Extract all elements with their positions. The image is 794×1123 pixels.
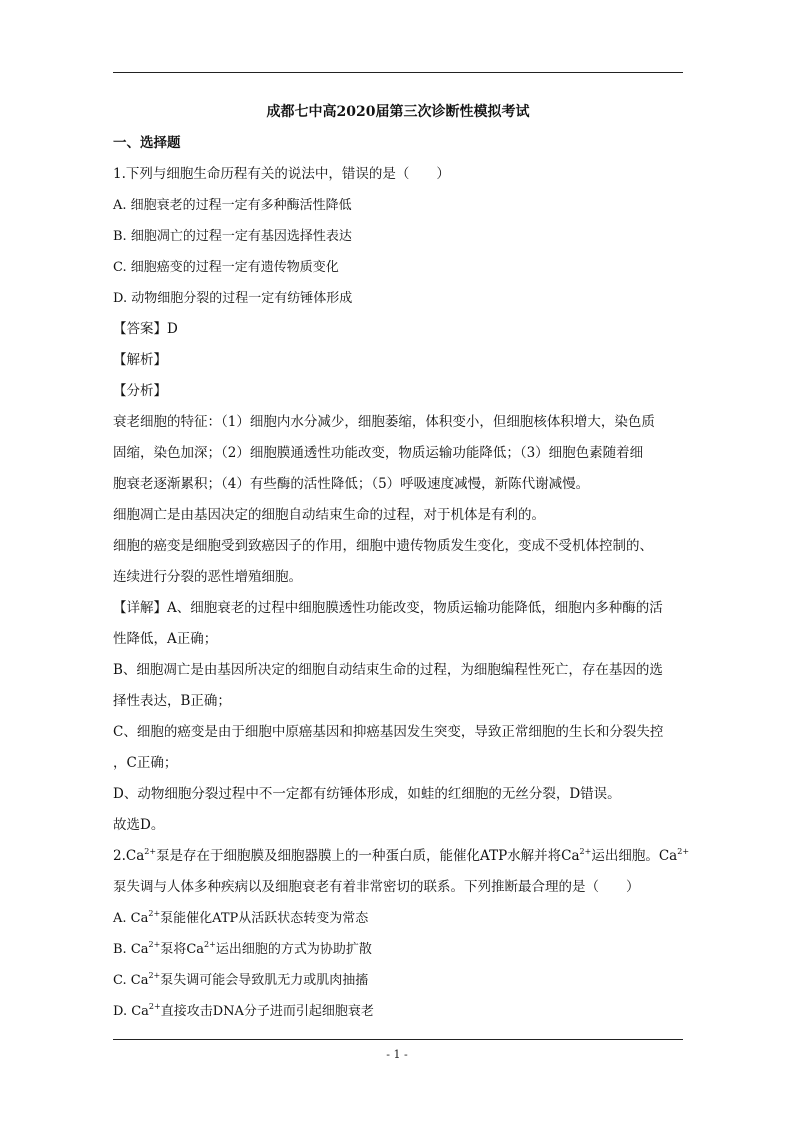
superscript: 2+	[204, 939, 216, 949]
header-rule	[113, 72, 683, 73]
detail-line: D、动物细胞分裂过程中不一定都有纺锤体形成，如蛙的红细胞的无丝分裂，D错误。	[113, 786, 621, 802]
question-1-option-c: C. 细胞癌变的过程一定有遗传物质变化	[113, 260, 339, 275]
fenxi-line: 衰老细胞的特征：（1）细胞内水分减少，细胞萎缩，体积变小，但细胞核体积增大，染色质	[113, 414, 655, 430]
question-2-stem	[113, 841, 690, 872]
detail-line: 择性表达，B正确；	[113, 693, 231, 709]
question-2-option-c	[113, 965, 683, 996]
detail-line: ，C正确；	[113, 755, 178, 771]
superscript: 2+	[579, 846, 592, 856]
option-text: 泵失调可能会导致肌无力或肌肉抽搐	[160, 973, 369, 988]
question-2-option-b	[113, 934, 683, 965]
fenxi-line: 固缩，染色加深；（2）细胞膜通透性功能改变，物质运输功能降低；（3）细胞色素随着细	[113, 445, 644, 461]
detail-line: 性降低，A正确；	[113, 631, 218, 647]
question-2-option-d	[113, 996, 683, 1027]
stem-text: 泵是存在于细胞膜及细胞器膜上的一种蛋白质，能催化ATP水解并将Ca	[156, 848, 580, 864]
detail-line: 故选D。	[113, 817, 165, 833]
fenxi-label: 【分析】	[113, 383, 167, 399]
page-number: - 1 -	[386, 1048, 408, 1061]
superscript: 2+	[148, 970, 161, 980]
option-text: 泵将Ca	[160, 942, 205, 957]
question-2-option-a	[113, 903, 683, 934]
page-title: 成都七中高2020届第三次诊断性模拟考试	[266, 104, 530, 120]
question-1-option-b: B. 细胞凋亡的过程一定有基因选择性表达	[113, 229, 352, 244]
fenxi-line: 连续进行分裂的恶性增殖细胞。	[113, 569, 302, 585]
option-text: A. Ca	[113, 911, 149, 926]
option-text: D. Ca	[113, 1004, 149, 1019]
detail-line: C、细胞的癌变是由于细胞中原癌基因和抑癌基因发生突变，导致正常细胞的生长和分裂失控	[113, 724, 664, 740]
answer-label: 【答案】D	[113, 321, 178, 337]
fenxi-line: 胞衰老逐渐累积；（4）有些酶的活性降低；（5）呼吸速度减慢，新陈代谢减慢。	[113, 476, 590, 492]
stem-text: 2.Ca	[113, 848, 145, 864]
fenxi-line: 细胞凋亡是由基因决定的细胞自动结束生命的过程，对于机体是有利的。	[113, 507, 545, 523]
fenxi-line: 细胞的癌变是细胞受到致癌因子的作用，细胞中遗传物质发生变化，变成不受机体控制的、	[113, 538, 653, 554]
detail-line: 【详解】A、细胞衰老的过程中细胞膜透性功能改变，物质运输功能降低，细胞内多种酶的活	[113, 600, 663, 616]
footer-rule	[113, 1039, 683, 1040]
superscript: 2+	[677, 846, 690, 856]
option-text: B. Ca	[113, 942, 149, 957]
question-1-option-a: A. 细胞衰老的过程一定有多种酶活性降低	[113, 198, 352, 213]
superscript: 2+	[148, 1001, 161, 1011]
option-text: 运出细胞的方式为协助扩散	[215, 942, 372, 957]
superscript: 2+	[148, 939, 161, 949]
section-heading: 一、选择题	[113, 135, 181, 151]
stem-text: 运出细胞。Ca	[591, 848, 678, 864]
superscript: 2+	[148, 908, 161, 918]
question-1-option-d: D. 动物细胞分裂的过程一定有纺锤体形成	[113, 291, 353, 306]
superscript: 2+	[144, 846, 157, 856]
question-2-stem-cont: 泵失调与人体多种疾病以及细胞衰老有着非常密切的联系。下列推断最合理的是（ ）	[113, 879, 640, 895]
option-text: 泵能催化ATP从活跃状态转变为常态	[160, 911, 369, 926]
detail-line: B、细胞凋亡是由基因所决定的细胞自动结束生命的过程，为细胞编程性死亡，存在基因的选	[113, 662, 663, 678]
document-body	[113, 97, 690, 1027]
analysis-label: 【解析】	[113, 352, 167, 368]
option-text: C. Ca	[113, 973, 149, 988]
question-1-stem: 1.下列与细胞生命历程有关的说法中，错误的是（ ）	[113, 166, 450, 182]
option-text: 直接攻击DNA分子进而引起细胞衰老	[160, 1004, 374, 1019]
